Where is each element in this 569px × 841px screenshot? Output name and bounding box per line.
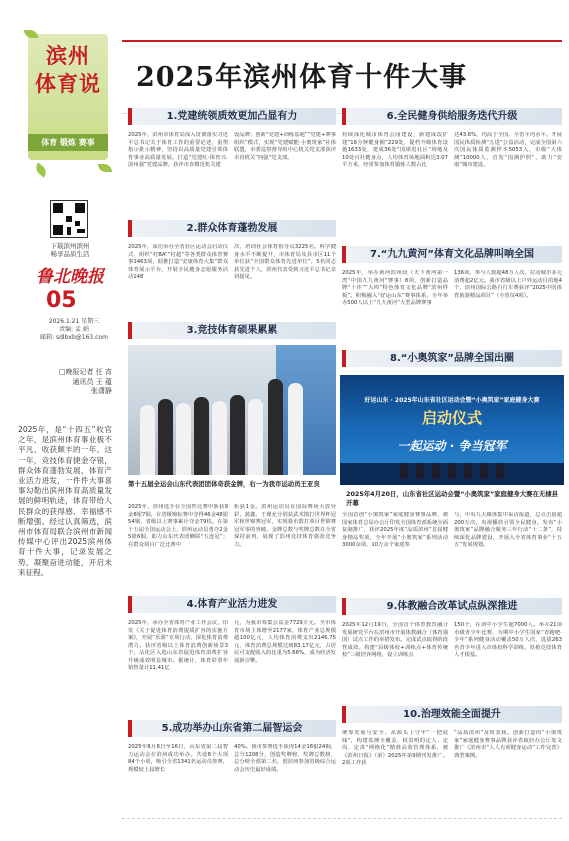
person-figure <box>416 463 424 479</box>
section-title: 8.“小奥筑家”品牌全国出圈 <box>390 353 514 364</box>
section-9-header <box>342 598 562 615</box>
section-title: 4.体育产业活力进发 <box>186 599 278 610</box>
section-7-header <box>342 246 562 263</box>
section-1-header <box>128 108 336 125</box>
section-title: 2.群众体育蓬勃发展 <box>186 223 278 234</box>
section-9-text-a: 2025年12月19日，全国首个体育教育融合发展研究平台在滨州市开展体教融合（体育强国）试点工作的举措发布。完成试点取得阶段性成效。构建“县级体校+训练点+体育传统校”三级培养网络，设立训练点 <box>342 622 448 658</box>
section-10-text-a: 统筹发展与安全，从源头上守牢“一把底线”，构建监测全覆盖、权责明的定人、定岗、定责“网格化”精准高效管理体系，被《滨州日报》（第）2025年第9期刊发推广。2项工作获 <box>342 730 448 766</box>
section-10-header <box>342 706 562 723</box>
divider <box>122 818 562 819</box>
left-sidebar <box>0 0 116 841</box>
section-2-text-b: 次，培训社会体育指导员3225名。科学健身水平不断提升，市体育局及县市区11个单位获“全国群众体育先进单位”，5名同志获先进个人，滨州代表受到习近平总书记亲切接见。 <box>234 244 336 280</box>
banner-subtitle: 体育 锻炼 赛事 <box>28 134 108 151</box>
section-title: 6.全民健身供给服务迭代升级 <box>386 111 518 122</box>
page-number: 05 <box>46 288 77 313</box>
section-9-text-b: 150个，在训中小学生超7000人。举办21项市级青少年比赛，为期中小学生国家“青跑吧·少年”系列健身活动覆盖50万人次，选拔263名青少年进入市体校科学训练，厚植竞技体育人才根基。 <box>454 622 562 658</box>
athlete-figure <box>248 399 263 475</box>
banner-title: 滨州 体育说 <box>35 43 101 96</box>
person-figure <box>464 463 472 479</box>
qr-caption: 下载滨州滨州 畅享品质生活 <box>50 242 90 258</box>
section-3-text-b: 斩获1金。滨州运动员在国际赛场大放异彩，蒲鑫、王瑾允分别获武术散打世界杯冠军和世锦赛冠军，实现我市散打项目世锦赛冠军零的突破，金牌总数与奖牌总数在全省保持前列，展现了滨州竞技体育强劲竞争力。 <box>234 504 336 548</box>
reporter-byline: □晚报记者 任 宵 通讯员 王 蕴 张潇静 <box>58 368 112 395</box>
section-4-text-b: 元，为我市筹集公益金7729万元。全市体育市场主体增至2177家，体育产业总规模超100亿元，人均体育消费支出2146.75元，体育消费总规模达到83.17亿元，占居民可支配收入的比重为5.66%，成为经济发展新引擎。 <box>234 620 336 664</box>
column-banner <box>28 34 108 160</box>
judo-team-photo <box>128 345 336 475</box>
person-figure <box>480 463 488 479</box>
ceremony-screen-text: 好运山东 · 2025年山东省社区运动会暨“小奥筑家”家庭健身大赛 <box>364 397 540 404</box>
section-4-text-a: 2025年，承办全省体育产业工作会议，印发《关于促进体育消费提质扩容的实施方案》，开展“乐游”专项行动，深化体育消费潜力。获评省级以上体育消费创新场景3个，沾化区入选山东省促进体育消费扩容升级成效明显城市。据统计，体育彩票年销售量计11.41亿 <box>128 620 228 671</box>
section-title: 10.治理效能全面提升 <box>403 709 501 720</box>
intro-paragraph: 2025年，是“十四五”收官之年，是滨州体育事业极不平凡、收获颇丰的一年。这一年，竞技体育捷金夺银，群众体育蓬勃发展，体育产业活力进发，一件件大事喜事勾勒出滨州体育高质量发展的鲜明轨迹，体育带给人民群众的获得感、幸福感不断增强。经过认真筛选，滨州市体育局联合滨州市新闻传媒中心评出2025滨州体育十件大事，记录发展之势，凝聚奋进动能，开启未来征程。 <box>18 425 112 577</box>
section-7-text-b: 136项，参与人数超48万人次，拉动城市多元消费超2亿元。我市省级以上户外运动目的地4个，滨州国际公路自行车赛获评“2025中国体育旅游精品项目”（全省仅4项）。 <box>454 270 562 299</box>
photo-backdrop <box>276 345 336 475</box>
section-5-text-b: 40%。我市参赛选手获得14金16银24铜，总分1208分，创造奖牌榜、奖牌总数榜、总分榜全部第二名，创滨州参加省级综合运动会历史最好成绩。 <box>234 744 336 773</box>
qr-code-icon[interactable] <box>50 200 88 238</box>
leaf-icon <box>98 164 112 172</box>
stage <box>340 463 564 485</box>
leaf-icon <box>24 30 38 38</box>
page-title: 2025年滨州体育十件大事 <box>136 62 468 93</box>
launch-ceremony-photo <box>340 375 564 485</box>
athlete-figure <box>194 397 209 475</box>
section-6-text-a: 持续深化城市体育公园建设，新建成改扩建“16分钟健身圈”229处，提档升级体育设施1633处，建成36处“国球进社区”场地及10处百社健身点，人均体育场地面积达3.07平方米，经常参加体育锻炼人数占比 <box>342 132 448 168</box>
photo-caption: 2025年4月20日，山东省社区运动会暨“小奥筑家”家庭健身大赛在无棣县开幕 <box>346 490 559 507</box>
section-6-header <box>342 108 562 125</box>
section-title: 1.党建统领质效更加凸显有力 <box>166 111 298 122</box>
section-2-text-a: 2025年，成功举办全省社区运动会启动仪式，组织“村BA”“村超”等各类群众体育赛事1463项，助推打造“安康体育大集”群众体育展示平台，开展全民健身志愿服务活动148 <box>128 244 228 280</box>
section-title: 5.成功举办山东省第二届智运会 <box>161 723 303 734</box>
section-8-header <box>342 350 562 367</box>
edition-info: 2026.1.21 星期三 责编: 孟 娟 邮箱: sdlbxb@163.com <box>40 318 108 341</box>
section-title: 7.“九九黄河”体育文化品牌叫响全国 <box>370 249 534 260</box>
person-figure <box>448 463 456 479</box>
section-5-header <box>128 720 336 737</box>
athlete-figure <box>158 399 173 475</box>
section-2-header <box>128 220 336 237</box>
athlete-figure <box>230 395 245 475</box>
section-1-text-b: 设品牌；创新“党建+训练基地”“党建+赛事组织”模式，实现“党建赋能·小奥筑家”社体联盟，市委巡察督导组中心机关党支部获评市直机关“四强”党支部。 <box>234 132 336 161</box>
athlete-figure <box>268 379 283 475</box>
headline-box <box>122 40 562 114</box>
section-8-text-b: 与，中央九大媒体集中采访报道，总点击量超200万次，央视播放引领全民健身。发布“小奥筑家”品牌融合服务三年行动“十二条”，持续深化品牌建设，开展入全省体育事业“十五五”发展规划。 <box>454 512 562 548</box>
section-5-text-a: 2025年8月8日至16日，山东省第二届智力运动会在滨州成功举办。共设8个大项84个小项，吸引全省1341名运动员参赛，规模较上届增长 <box>128 744 228 773</box>
section-title: 9.体教融合改革试点纵深推进 <box>386 601 518 612</box>
person-figure <box>432 463 440 479</box>
person-figure <box>400 463 408 479</box>
section-4-header <box>128 596 336 613</box>
person-figure <box>496 463 504 479</box>
section-3-text-a: 2025年，滨州选手在全国性比赛中斩获9金8银7铜，在省级锦标赛中夺得46金48银54铜，省级以上赛事累计夺金79枚。在第十五届全国运动会上，滨州运动员勇夺2金5银6铜，助力山东代表团蝉联“五连冠”；在群众项目广泛比赛中 <box>128 504 228 548</box>
athlete-figure <box>176 403 191 475</box>
section-6-text-b: 达43.6%，均高于全国、全省平均水平。开展国民体质检测“五进”公益活动，完成全国第六次国民体质监测样本5053人，市级“大体测”10000人，首发“国测护照”，助力“安康”城市建设。 <box>454 132 562 168</box>
section-8-text-a: 全国首创“小奥筑家”家庭健身赛事品牌，被国家体育总局办公厅印发全国体育部系统全面复制推广，获评2025年度“品质滨州”首届健身精品奖项，全年开展“小奥筑家”系列活动3000余项，10万余个家庭参 <box>342 512 448 548</box>
section-7-text-a: 2025年，举办黄河滨州段（天下黄河第一湾“中国九九黄河”赛事）8项，创新打造品牌“十佳”“大埠”特色体育文化品牌“滨州样板”。积极融入“好运山东”赛事体系，全年举办500人以上“九九黄河”大型品牌赛事 <box>342 270 448 306</box>
athlete-figure <box>288 383 303 475</box>
section-title: 3.竞技体育硕果累累 <box>186 325 278 336</box>
newspaper-logo: 鲁北晚报 <box>36 267 104 287</box>
section-3-header <box>128 322 336 339</box>
athlete-figure <box>212 401 227 475</box>
section-10-text-b: “品质滨州”及时表扬。创新打造的“小奥筑家”家庭健身赛事品牌获评省政府办公厅发文推广《滨州市“人人有项健身运动”工作完善》典型案例。 <box>454 730 562 759</box>
athlete-figure <box>140 405 155 475</box>
section-1-text-a: 2025年，滨州市体育局深入贯彻落实习近平总书记关于体育工作的重要论述，重塑指示批示精神，坚持以高质量党建引领体育事业高质量发展。打造“党建红·体育兴·滨州强”党建品牌，获评市直模范机关建 <box>128 132 228 168</box>
ceremony-main-text: 启动仪式 <box>421 409 482 427</box>
photo-caption: 第十五届全运会山东代表团团体奇获金牌，右一为我市运动员王亚良 <box>128 480 320 488</box>
ceremony-slogan: 一起运动 · 争当冠军 <box>397 439 507 453</box>
leaf-icon <box>33 162 49 177</box>
